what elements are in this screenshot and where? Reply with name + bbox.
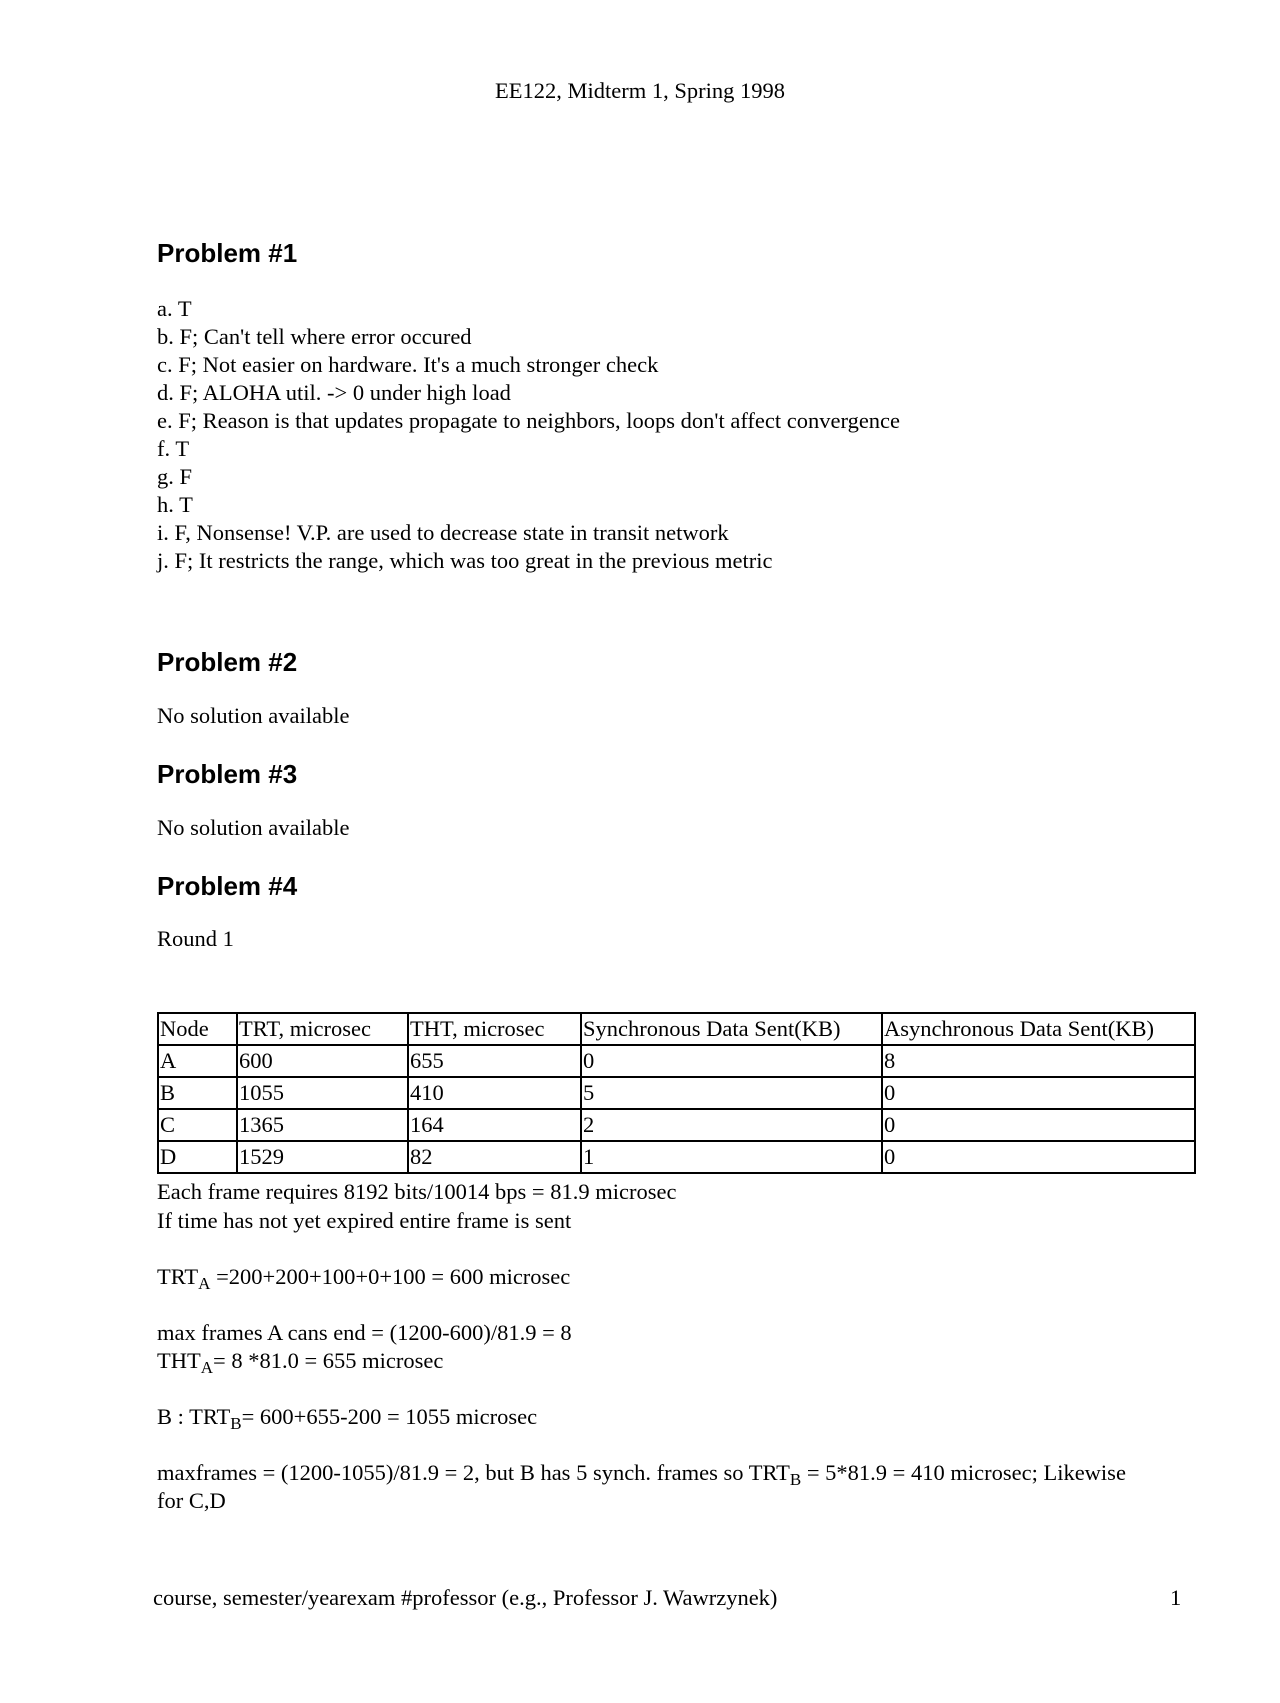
trt-a-equation xyxy=(157,1264,570,1294)
cell-sync: 1 xyxy=(581,1141,882,1173)
round-label: Round 1 xyxy=(157,926,234,951)
answer-d: d. F; ALOHA util. -> 0 under high load xyxy=(157,380,511,405)
cell-node: C xyxy=(158,1109,237,1141)
answer-h: h. T xyxy=(157,492,193,517)
cell-trt: 1365 xyxy=(237,1109,408,1141)
trt-b-rest: = 600+655-200 = 1055 microsec xyxy=(241,1404,538,1429)
maxframes-b-part2: = 5*81.9 = 410 microsec; Likewise xyxy=(801,1460,1126,1485)
tht-a-sub: A xyxy=(200,1358,214,1377)
header-trt: TRT, microsec xyxy=(237,1013,408,1045)
answer-b: b. F; Can't tell where error occured xyxy=(157,324,472,349)
answer-f: f. T xyxy=(157,436,190,461)
cell-sync: 0 xyxy=(581,1045,882,1077)
header-tht: THT, microsec xyxy=(408,1013,581,1045)
answer-c: c. F; Not easier on hardware. It's a much stronger check xyxy=(157,352,659,377)
cell-sync: 2 xyxy=(581,1109,882,1141)
answer-e: e. F; Reason is that updates propagate to neighbors, loops don't affect convergence xyxy=(157,408,901,433)
trt-a-sub: A xyxy=(198,1274,211,1293)
round-1-table xyxy=(157,1012,1196,1174)
trt-b-prefix: B : TRT xyxy=(157,1404,231,1429)
cell-trt: 600 xyxy=(237,1045,408,1077)
cell-sync: 5 xyxy=(581,1077,882,1109)
problem-1-answers xyxy=(157,295,900,575)
problem-3-text: No solution available xyxy=(157,815,350,840)
maxframes-b-sub: B xyxy=(789,1470,802,1489)
header-node: Node xyxy=(158,1013,237,1045)
cell-trt: 1529 xyxy=(237,1141,408,1173)
tht-a-prefix: THT xyxy=(157,1348,201,1373)
header-sync-data: Synchronous Data Sent(KB) xyxy=(581,1013,882,1045)
problem-3-title: Problem #3 xyxy=(157,759,298,789)
problem-4-title: Problem #4 xyxy=(157,871,298,901)
cell-trt: 1055 xyxy=(237,1077,408,1109)
page-number: 1 xyxy=(1170,1585,1182,1610)
problem-2-text: No solution available xyxy=(157,703,350,728)
trt-a-rest: =200+200+100+0+100 = 600 microsec xyxy=(210,1264,571,1289)
table-row xyxy=(158,1045,1195,1077)
answer-a: a. T xyxy=(157,296,192,321)
frame-note: Each frame requires 8192 bits/10014 bps = 81.9 microsec xyxy=(157,1179,677,1204)
cell-tht: 655 xyxy=(408,1045,581,1077)
table-row xyxy=(158,1141,1195,1173)
maxframes-b xyxy=(157,1460,1126,1490)
problem-2-title: Problem #2 xyxy=(157,647,298,677)
time-note: If time has not yet expired entire frame is sent xyxy=(157,1208,572,1233)
cell-tht: 82 xyxy=(408,1141,581,1173)
table-row xyxy=(158,1109,1195,1141)
table-header-row xyxy=(158,1013,1195,1045)
trt-b-equation xyxy=(157,1404,537,1434)
tht-a-rest: = 8 *81.0 = 655 microsec xyxy=(213,1348,444,1373)
table-row xyxy=(158,1077,1195,1109)
maxframes-b-line2: for C,D xyxy=(157,1488,226,1513)
cell-node: A xyxy=(158,1045,237,1077)
cell-async: 0 xyxy=(882,1141,1195,1173)
trt-b-sub: B xyxy=(230,1414,242,1433)
cell-node: B xyxy=(158,1077,237,1109)
maxframes-a: max frames A cans end = (1200-600)/81.9 = 8 xyxy=(157,1320,572,1345)
cell-tht: 410 xyxy=(408,1077,581,1109)
trt-a-prefix: TRT xyxy=(157,1264,199,1289)
cell-async: 8 xyxy=(882,1045,1195,1077)
footer-text: course, semester/yearexam #professor (e.g., Professor J. Wawrzynek) xyxy=(153,1585,778,1610)
answer-g: g. F xyxy=(157,464,193,489)
cell-node: D xyxy=(158,1141,237,1173)
page-header: EE122, Midterm 1, Spring 1998 xyxy=(495,78,785,103)
cell-tht: 164 xyxy=(408,1109,581,1141)
tht-a-equation xyxy=(157,1348,443,1378)
maxframes-b-part1: maxframes = (1200-1055)/81.9 = 2, but B has 5 synch. frames so TRT xyxy=(157,1460,790,1485)
answer-j: j. F; It restricts the range, which was too great in the previous metric xyxy=(157,548,773,573)
cell-async: 0 xyxy=(882,1077,1195,1109)
cell-async: 0 xyxy=(882,1109,1195,1141)
answer-i: i. F, Nonsense! V.P. are used to decrease state in transit network xyxy=(157,520,729,545)
problem-1-title: Problem #1 xyxy=(157,238,298,268)
header-async-data: Asynchronous Data Sent(KB) xyxy=(882,1013,1195,1045)
